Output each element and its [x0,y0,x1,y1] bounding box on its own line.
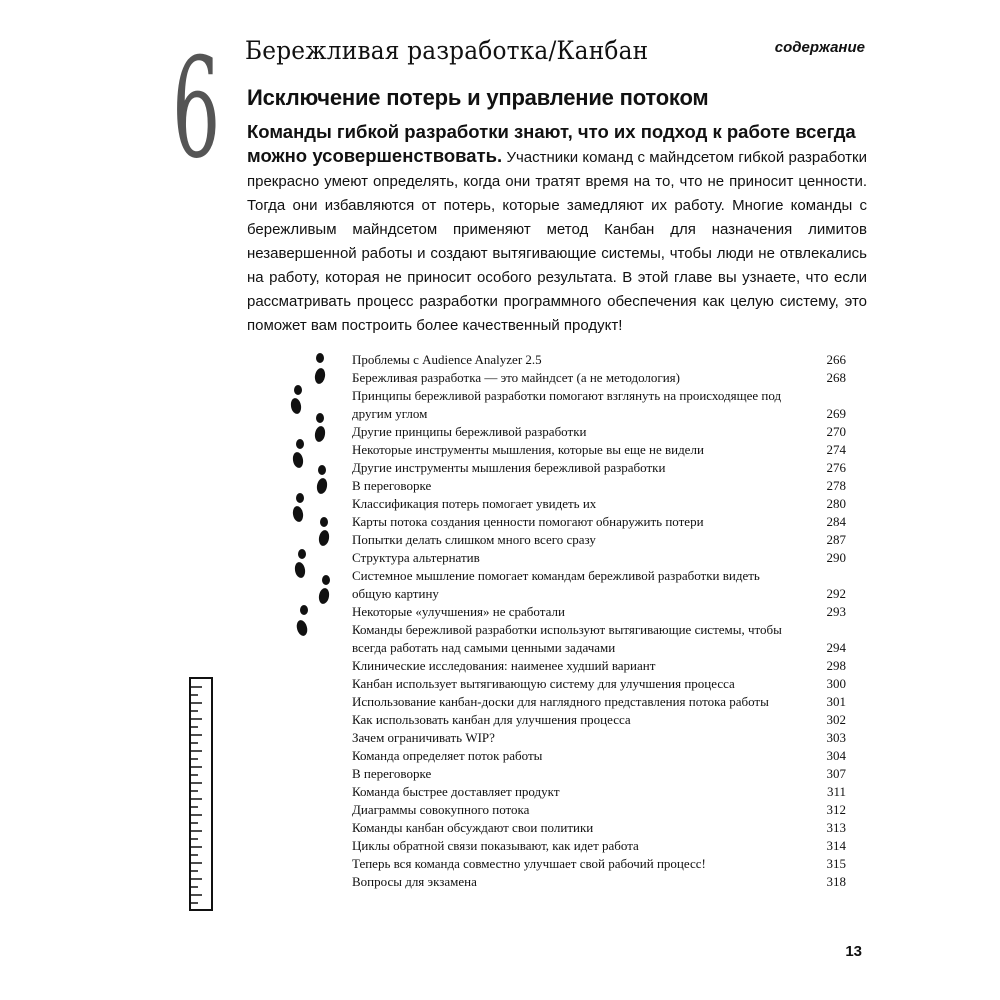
toc-entry[interactable] [352,477,846,495]
toc-entry-page: 298 [826,658,846,673]
toc-entry-title: Другие инструменты мышления бережливой разработки [352,460,666,475]
toc-entry-title: Вопросы для экзамена [352,874,477,889]
toc-entry-page: 311 [826,784,846,799]
toc-entry-page: 307 [826,766,846,781]
toc-entry-page: 278 [826,478,846,493]
toc-entry-title: Команды бережливой разработки используют вытягивающие системы, чтобы всегда работать над самыми ценными задачами [352,622,782,655]
table-of-contents [352,351,846,891]
toc-entry[interactable] [352,369,846,387]
toc-entry-page: 269 [826,406,846,421]
toc-entry[interactable] [352,747,846,765]
toc-entry-page: 276 [826,460,846,475]
toc-entry[interactable] [352,855,846,873]
toc-entry[interactable] [352,531,846,549]
toc-entry-title: Зачем ограничивать WIP? [352,730,495,745]
toc-entry-title: Как использовать канбан для улучшения процесса [352,712,631,727]
toc-entry-page: 304 [826,748,846,763]
toc-entry-title: Циклы обратной связи показывают, как идет работа [352,838,639,853]
toc-entry-page: 294 [826,640,846,655]
toc-entry-title: В переговорке [352,478,432,493]
toc-entry[interactable] [352,621,846,657]
toc-entry-title: В переговорке [352,766,432,781]
toc-entry-page: 301 [826,694,846,709]
toc-entry[interactable] [352,603,846,621]
toc-entry[interactable] [352,783,846,801]
toc-entry[interactable] [352,513,846,531]
toc-entry[interactable] [352,729,846,747]
toc-entry-title: Команды канбан обсуждают свои политики [352,820,594,835]
toc-entry-page: 268 [826,370,846,385]
toc-entry-page: 312 [826,802,846,817]
page-number: 13 [845,943,862,960]
chapter-number: 6 [172,28,221,189]
toc-entry[interactable] [352,765,846,783]
chapter-title: Бережливая разработка/Канбан [245,36,649,65]
toc-entry-page: 287 [826,532,846,547]
toc-entry-title: Карты потока создания ценности помогают обнаружить потери [352,514,704,529]
toc-entry[interactable] [352,873,846,891]
toc-entry-page: 300 [826,676,846,691]
toc-entry[interactable] [352,693,846,711]
intro-lead-line-1: Команды гибкой разработки знают, что их подход к работе всегда [247,121,856,142]
toc-entry-title: Принципы бережливой разработки помогают взглянуть на происходящее под другим углом [352,388,782,421]
toc-entry-page: 314 [826,838,846,853]
toc-entry-title: Проблемы с Audience Analyzer 2.5 [352,352,542,367]
toc-entry-title: Теперь вся команда совместно улучшает свой рабочий процесс! [352,856,706,871]
intro-lead-line-2: можно усовершенствовать. [247,145,503,166]
toc-entry[interactable] [352,351,846,369]
toc-entry[interactable] [352,567,846,603]
toc-entry[interactable] [352,495,846,513]
toc-entry-title: Бережливая разработка — это майндсет (а не методология) [352,370,680,385]
toc-entry[interactable] [352,441,846,459]
toc-entry-page: 270 [826,424,846,439]
toc-entry-page: 303 [826,730,846,745]
toc-entry-page: 280 [826,496,846,511]
toc-entry-page: 284 [826,514,846,529]
chapter-intro [247,120,867,338]
ruler-icon [189,677,213,911]
toc-entry[interactable] [352,675,846,693]
toc-entry-page: 315 [826,856,846,871]
toc-entry[interactable] [352,819,846,837]
toc-entry-title: Клинические исследования: наименее худший вариант [352,658,656,673]
toc-entry-title: Другие принципы бережливой разработки [352,424,587,439]
section-label: содержание [774,39,865,56]
toc-entry-title: Команда определяет поток работы [352,748,543,763]
toc-entry-page: 318 [826,874,846,889]
toc-entry-title: Диаграммы совокупного потока [352,802,530,817]
toc-entry[interactable] [352,837,846,855]
toc-entry-title: Попытки делать слишком много всего сразу [352,532,596,547]
section-heading: Исключение потерь и управление потоком [247,85,709,110]
toc-entry[interactable] [352,711,846,729]
toc-entry-page: 274 [826,442,846,457]
toc-entry[interactable] [352,459,846,477]
toc-entry-page: 290 [826,550,846,565]
toc-entry-page: 293 [826,604,846,619]
intro-body: Участники команд с майндсетом гибкой разработки прекрасно умеют определять, когда они тратят время на то, что не приносит ценности. Тогда они избавляются от потерь, которые замедляют их работу. Многие команды с бережливым майндсетом применяют метод Канбан для назначения лимитов незавершенной работы и создают вытягивающие системы, чтобы люди не отвлекались на работу, которая не приносит особого результата. В этой главе вы узнаете, что если рассматривать процесс разработки программного обеспечения как целую систему, это поможет вам построить более качественный продукт! [247,149,867,334]
toc-entry-page: 302 [826,712,846,727]
toc-entry-title: Некоторые «улучшения» не сработали [352,604,565,619]
toc-entry-title: Структура альтернатив [352,550,480,565]
toc-entry[interactable] [352,423,846,441]
toc-entry-title: Канбан использует вытягивающую систему для улучшения процесса [352,676,735,691]
footprints-icon [280,352,340,652]
toc-entry-page: 292 [826,586,846,601]
toc-entry-title: Классификация потерь помогает увидеть их [352,496,597,511]
toc-entry[interactable] [352,801,846,819]
toc-entry[interactable] [352,549,846,567]
toc-entry-title: Команда быстрее доставляет продукт [352,784,560,799]
toc-entry[interactable] [352,387,846,423]
toc-entry-page: 266 [826,352,846,367]
toc-entry-title: Некоторые инструменты мышления, которые вы еще не видели [352,442,704,457]
toc-entry-page: 313 [826,820,846,835]
toc-entry[interactable] [352,657,846,675]
toc-entry-title: Использование канбан-доски для наглядного представления потока работы [352,694,769,709]
toc-entry-title: Системное мышление помогает командам бережливой разработки видеть общую картину [352,568,760,601]
